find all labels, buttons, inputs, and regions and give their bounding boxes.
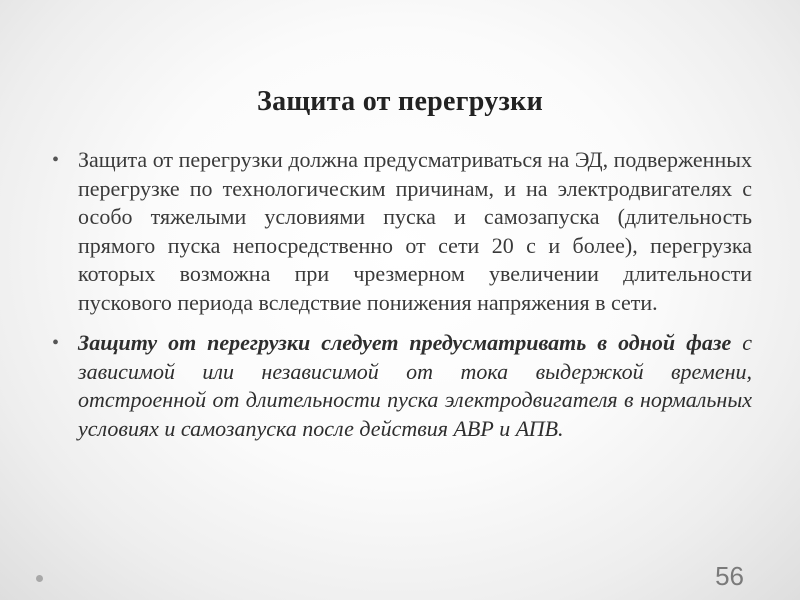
bullet-item-1-text: Защита от перегрузки должна предусматриваться на ЭД, подверженных перегрузке по технологическим причинам, и на электродвигателях с особо тяжелыми условиями пуска и самозапуска (длительность прямого пуска непосредственно от сети 20 с и более), перегрузка которых возможна при чрезмерном увеличении длительности пускового периода вследствие понижения напряжения в сети. — [78, 147, 752, 315]
footer-dot-icon — [36, 575, 43, 582]
bullet-item-1 — [52, 146, 752, 317]
slide-title: Защита от перегрузки — [256, 86, 544, 117]
bullet-icon: • — [52, 332, 60, 354]
bullet-item-2-text: с зависимой или независимой от тока выдержкой времени, отстроенной от длительности пуска электродвигателя в нормальных условиях и самозапуска после действия АВР и АПВ. — [78, 330, 752, 441]
page-number: 56 — [715, 561, 744, 591]
slide-body — [52, 146, 752, 455]
bullet-item-2-emphasis: Защиту от перегрузки следует предусматривать в одной фазе — [78, 330, 732, 355]
bullet-item-2 — [52, 329, 752, 443]
bullet-icon: • — [52, 149, 60, 171]
